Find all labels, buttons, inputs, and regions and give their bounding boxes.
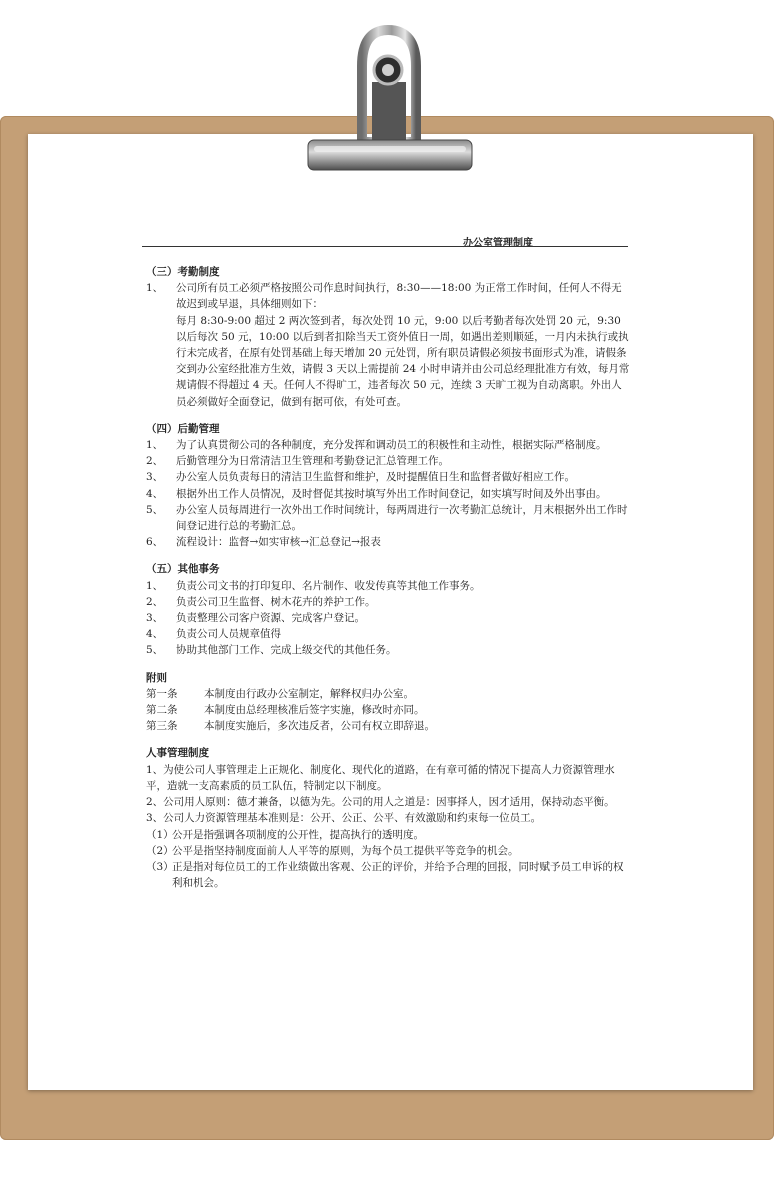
section-title: （五）其他事务 [146,563,220,576]
paragraph: 3、公司人力资源管理基本准则是：公开、公正、公平、有效激励和约束每一位员工。 [146,812,542,825]
paragraph: 1、为使公司人事管理走上正规化、制度化、现代化的道路，在有章可循的情况下提高人力资源管理水平，造就一支高素质的员工队伍，特制定以下制度。 [146,763,615,792]
list-item: 4、 负责公司人员规章值得 [146,628,281,641]
article-item: 第一条 本制度由行政办公室制定，解释权归办公室。 [146,687,414,700]
list-item: 3、 办公室人员负责每日的清洁卫生监督和维护，及时提醒值日生和监督者做好相应工作。 [146,471,575,484]
list-item: 1、 负责公司文书的打印复印、名片制作、收发传真等其他工作事务。 [146,579,481,592]
list-item: 5、 协助其他部门工作、完成上级交代的其他任务。 [146,644,397,657]
sub-item: （2） 公平是指坚持制度面前人人平等的原则，为每个员工提供平等竞争的机会。 [146,844,519,857]
list-item: 1、 为了认真贯彻公司的各种制度，充分发挥和调动员工的积极性和主动性，根据实际严格制度。 [146,439,607,452]
paragraph: 2、公司用人原则：德才兼备，以德为先。公司的用人之道是：因事择人，因才适用，保持动态平衡。 [146,796,615,809]
article-item: 第二条 本制度由总经理核准后签字实施，修改时亦同。 [146,704,425,717]
section-title: 附则 [146,671,167,684]
header-divider [142,246,628,247]
header-title: 办公室管理制度 [463,238,533,249]
list-item: 1、 公司所有员工必须严格按照公司作息时间执行，8:30——18:00 为正常工作时间，任何人不得无故迟到或早退，具体细则如下： [146,282,622,311]
binder-clip-icon [300,22,480,178]
list-item: 5、 办公室人员每周进行一次外出工作时间统计，每两周进行一次考勤汇总统计，月末根据外出工作时间登记进行总的考勤汇总。 [146,503,628,533]
section-title: （三）考勤制度 [146,266,220,278]
paragraph: 每月 8:30-9:00 超过 2 两次签到者，每次处罚 10 元，9:00 以后考勤者每次处罚 20 元，9:30 以后每次 50 元，10:00 以后到者扣除当天工资外值日一周，如遇出差则顺延，一月内未执行或执行未完成者，在原有处罚基础上每天增加 20 元处罚，所有职员请假必须按书面形式为准，请假条交到办公室经批准方生效，请假 3 天以上需提前 24 小时申请并由公司总经理批准方有效，每月常规请假不得超过 4 天。任何人不得旷工，违者每次 50 元，连续 3 天旷工视为自动离职。外出人员必须做好全面登记，做到有据可依，有处可查。 [176,314,630,408]
section-title: （四）后勤管理 [146,422,220,435]
section-title: 人事管理制度 [146,747,209,760]
document-body [146,264,630,891]
list-item: 4、 根据外出工作人员情况，及时督促其按时填写外出工作时间登记，如实填写时间及外出事由。 [146,487,607,500]
list-item: 6、 流程设计：监督→如实审核→汇总登记→报表 [146,536,381,549]
sub-item: （3） 正是指对每位员工的工作业绩做出客观、公正的评价，并给予合理的回报，同时赋予员工申诉的权利和机会。 [146,860,624,890]
list-item: 2、 负责公司卫生监督、树木花卉的养护工作。 [146,595,376,608]
article-item: 第三条 本制度实施后，多次违反者，公司有权立即辞退。 [146,720,435,733]
sub-item: （1） 公开是指强调各项制度的公开性，提高执行的透明度。 [146,828,424,841]
list-item: 2、 后勤管理分为日常清洁卫生管理和考勤登记汇总管理工作。 [146,455,449,468]
list-item: 3、 负责整理公司客户资源、完成客户登记。 [146,612,365,625]
